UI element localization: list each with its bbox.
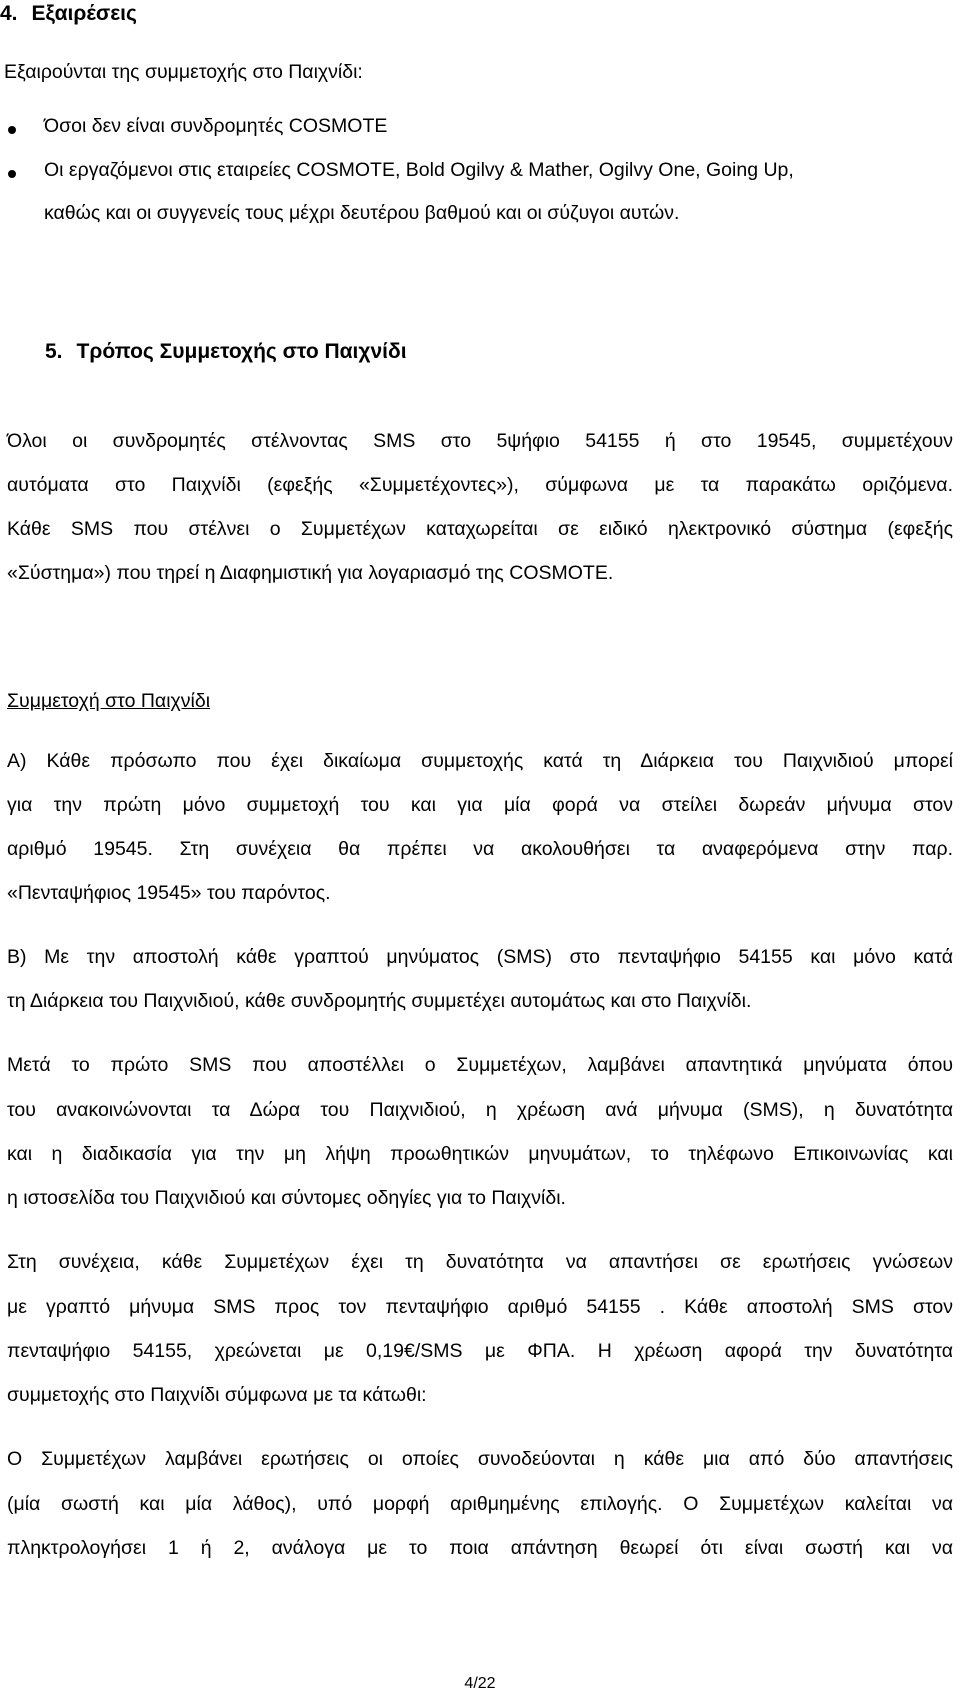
bullet-icon — [8, 126, 16, 134]
subheading: Συμμετοχή στο Παιχνίδι — [7, 690, 211, 712]
paragraph-line: συμμετοχής στο Παιχνίδι σύμφωνα με τα κάτωθι: — [7, 1384, 427, 1406]
paragraph-line: Μετά το πρώτο SMS που αποστέλλει ο Συμμετέχων, λαμβάνει απαντητικά μηνύματα όπου — [7, 1054, 953, 1076]
list-item: Όσοι δεν είναι συνδρομητές COSMOTE — [44, 115, 388, 137]
paragraph-line: «Πενταψήφιος 19545» του παρόντος. — [7, 882, 331, 904]
paragraph-line: και η διαδικασία για την μη λήψη προωθητικών μηνυμάτων, το τηλέφωνο Επικοινωνίας και — [7, 1143, 953, 1165]
paragraph-line: με γραπτό μήνυμα SMS προς τον πενταψήφιο αριθμό 54155 . Κάθε αποστολή SMS στον — [7, 1296, 953, 1318]
paragraph-line: Ο Συμμετέχων λαμβάνει ερωτήσεις οι οποίες συνοδεύονται η κάθε μια από δύο απαντήσεις — [7, 1448, 953, 1470]
paragraph-line: πενταψήφιο 54155, χρεώνεται με 0,19€/SMS με ΦΠΑ. Η χρέωση αφορά την δυνατότητα — [7, 1340, 953, 1362]
section-5-heading — [45, 340, 407, 364]
section-title: Εξαιρέσεις — [31, 2, 137, 25]
paragraph-line: Στη συνέχεια, κάθε Συμμετέχων έχει τη δυνατότητα να απαντήσει σε ερωτήσεις γνώσεων — [7, 1251, 953, 1273]
paragraph-line: Β) Με την αποστολή κάθε γραπτού μηνύματος (SMS) στο πενταψήφιο 54155 και μόνο κατά — [7, 946, 953, 968]
paragraph-line: πληκτρολογήσει 1 ή 2, ανάλογα με το ποια απάντηση θεωρεί ότι είναι σωστή και να — [7, 1537, 953, 1559]
list-item: Οι εργαζόμενοι στις εταιρείες COSMOTE, Bold Ogilvy & Mather, Ogilvy One, Going Up, — [44, 159, 794, 181]
section-4-heading — [0, 2, 137, 26]
paragraph-line: Κάθε SMS που στέλνει ο Συμμετέχων καταχωρείται σε ειδικό ηλεκτρονικό σύστημα (εφεξής — [7, 518, 953, 540]
paragraph-line: «Σύστημα») που τηρεί η Διαφημιστική για λογαριασμό της COSMOTE. — [7, 562, 614, 584]
page-number: 4/22 — [464, 1675, 496, 1692]
section-number: 5. — [45, 340, 63, 363]
section-title: Τρόπος Συμμετοχής στο Παιχνίδι — [76, 340, 407, 363]
paragraph-line: για την πρώτη μόνο συμμετοχή του και για μία φορά να στείλει δωρεάν μήνυμα στον — [7, 794, 953, 816]
paragraph-line: Όλοι οι συνδρομητές στέλνοντας SMS στο 5ψήφιο 54155 ή στο 19545, συμμετέχουν — [7, 430, 953, 452]
paragraph-line: η ιστοσελίδα του Παιχνιδιού και σύντομες οδηγίες για το Παιχνίδι. — [7, 1187, 566, 1209]
paragraph-line: Εξαιρούνται της συμμετοχής στο Παιχνίδι: — [4, 61, 363, 83]
section-number: 4. — [0, 2, 18, 25]
paragraph-line: αριθμό 19545. Στη συνέχεια θα πρέπει να ακολουθήσει τα αναφερόμενα στην παρ. — [7, 838, 953, 860]
paragraph-line: τη Διάρκεια του Παιχνιδιού, κάθε συνδρομητής συμμετέχει αυτομάτως και στο Παιχνίδι. — [7, 990, 752, 1012]
list-item-continuation: καθώς και οι συγγενείς τους μέχρι δευτέρου βαθμού και οι σύζυγοι αυτών. — [44, 202, 680, 224]
paragraph-line: (μία σωστή και μία λάθος), υπό μορφή αριθμημένης επιλογής. Ο Συμμετέχων καλείται να — [7, 1493, 953, 1515]
paragraph-line: Α) Κάθε πρόσωπο που έχει δικαίωμα συμμετοχής κατά τη Διάρκεια του Παιχνιδιού μπορεί — [7, 750, 953, 772]
bullet-icon — [8, 170, 16, 178]
paragraph-line: του ανακοινώνονται τα Δώρα του Παιχνιδιού, η χρέωση ανά μήνυμα (SMS), η δυνατότητα — [7, 1099, 953, 1121]
paragraph-line: αυτόματα στο Παιχνίδι (εφεξής «Συμμετέχοντες»), σύμφωνα με τα παρακάτω οριζόμενα. — [7, 474, 953, 496]
